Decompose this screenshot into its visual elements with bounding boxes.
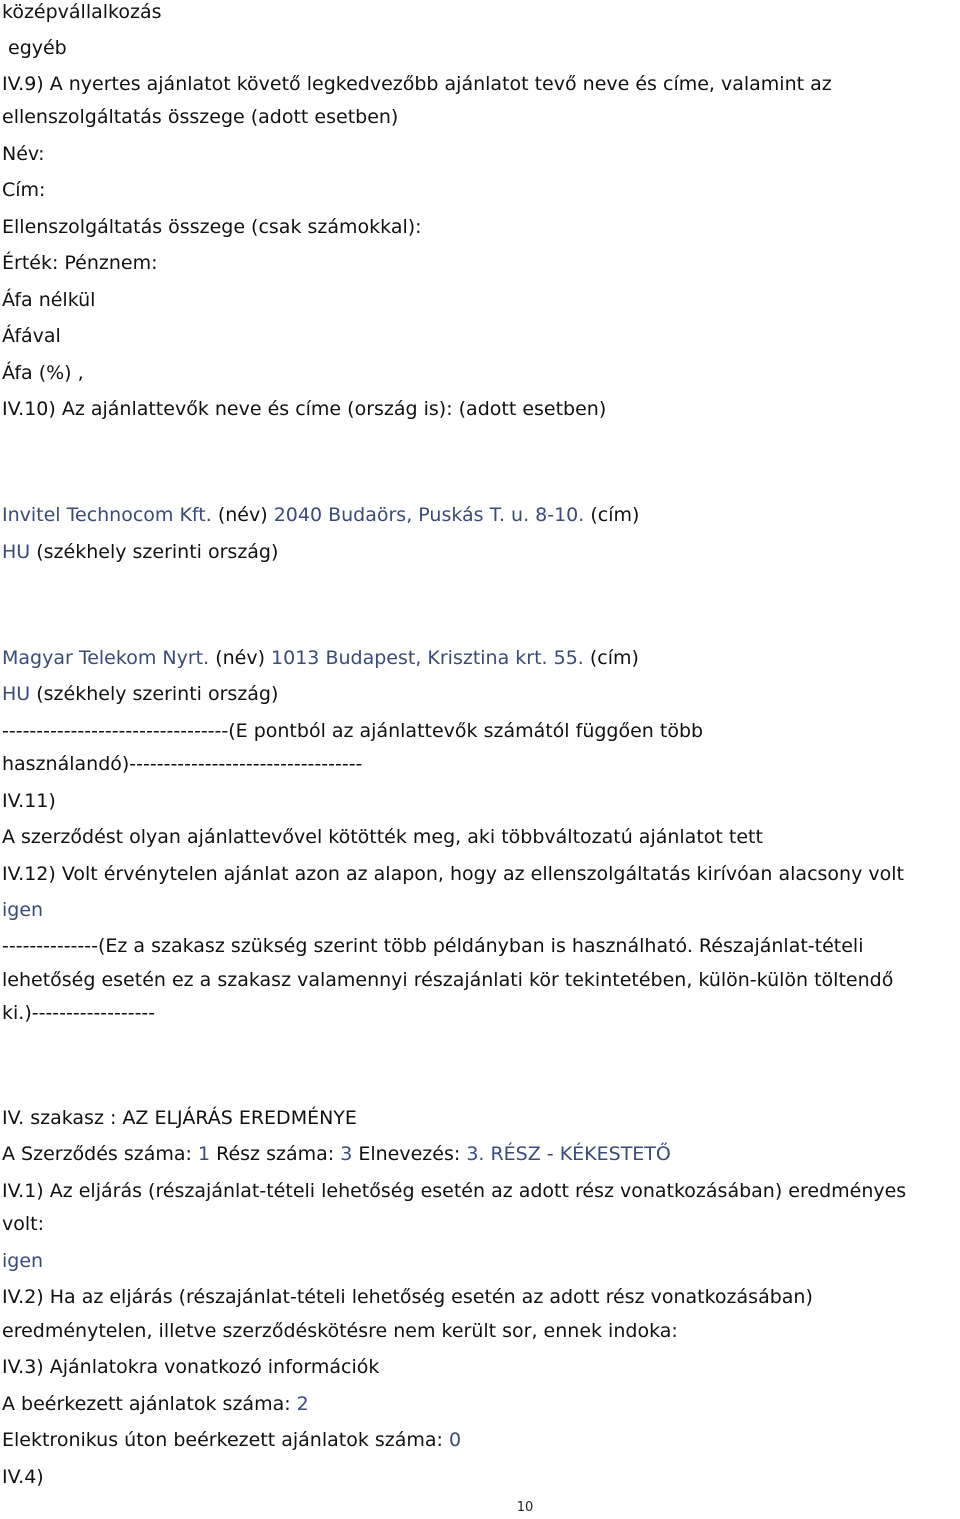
bidder-1-address: 2040 Budaörs, Puskás T. u. 8-10.	[273, 504, 585, 526]
bidder-1-name: Invitel Technocom Kft.	[2, 504, 212, 526]
section-iv12-heading: IV.12) Volt érvénytelen ajánlat azon az alapon, hogy az ellenszolgáltatás kirívóan alacsony volt	[2, 863, 904, 885]
bidder-1-line	[2, 503, 639, 527]
value-currency-label: Érték: Pénznem:	[2, 252, 158, 274]
contract-number-value: 1	[197, 1143, 211, 1165]
part-name-label: Elnevezés:	[358, 1143, 461, 1165]
section-iv12-value: igen	[2, 899, 44, 921]
electronic-offers-value: 0	[449, 1429, 462, 1451]
bidder-2-address: 1013 Budapest, Krisztina krt. 55.	[271, 647, 584, 669]
page-number: 10	[516, 1500, 534, 1515]
part-number-label: Rész száma:	[216, 1143, 335, 1165]
bidder-1-country-tag: (székhely szerinti ország)	[36, 541, 279, 563]
other-option: egyéb	[8, 37, 67, 59]
bidder-2-name-tag: (név)	[215, 647, 265, 669]
separator-2-line-c: ki.)------------------	[2, 1002, 156, 1024]
separator-1-line-b: használandó)----------------------------------	[2, 753, 363, 775]
part-number-value: 3	[340, 1143, 353, 1165]
bidder-1-name-tag: (név)	[217, 504, 268, 526]
bidder-2-address-tag: (cím)	[589, 647, 639, 669]
contract-number-label: A Szerződés száma:	[2, 1143, 192, 1165]
bidder-1-address-tag: (cím)	[590, 504, 640, 526]
bidder-1-country-line	[2, 540, 278, 564]
section-iv1-heading-cont: volt:	[2, 1213, 44, 1235]
section-iv9-heading-cont: ellenszolgáltatás összege (adott esetben)	[2, 106, 399, 128]
section-iv10-heading: IV.10) Az ajánlattevők neve és címe (ország is): (adott esetben)	[2, 398, 607, 420]
section-iv4-heading: IV.4)	[2, 1466, 44, 1488]
bidder-2-country-tag: (székhely szerinti ország)	[36, 683, 279, 705]
section-iv11-text: A szerződést olyan ajánlattevővel kötötték meg, aki többváltozatú ajánlatot tett	[2, 826, 763, 848]
electronic-offers-label: Elektronikus úton beérkezett ajánlatok száma:	[2, 1429, 443, 1451]
section-iv9-heading: IV.9) A nyertes ajánlatot követő legkedvezőbb ajánlatot tevő neve és címe, valamint az	[2, 73, 832, 95]
section-iv3-heading: IV.3) Ajánlatokra vonatkozó információk	[2, 1356, 380, 1378]
section-iv1-value: igen	[2, 1250, 44, 1272]
received-offers-label: A beérkezett ajánlatok száma:	[2, 1393, 291, 1415]
bidder-2-name: Magyar Telekom Nyrt.	[2, 647, 210, 669]
section-iv2-heading-cont: eredménytelen, illetve szerződéskötésre nem került sor, ennek indoka:	[2, 1320, 678, 1342]
separator-1-line-a: ---------------------------------(E pontból az ajánlattevők számától függően több	[2, 720, 704, 742]
bidder-2-country-line	[2, 682, 278, 706]
section-iv11-heading: IV.11)	[2, 790, 56, 812]
address-label: Cím:	[2, 179, 46, 201]
part-name-value: 3. RÉSZ - KÉKESTETŐ	[466, 1143, 671, 1165]
separator-2-line-b: lehetőség esetén ez a szakasz valamennyi részajánlati kör tekintetében, külön-külön töltendő	[2, 969, 894, 991]
section-iv1-heading: IV.1) Az eljárás (részajánlat-tételi lehetőség esetén az adott rész vonatkozásában) eredményes	[2, 1180, 907, 1202]
vat-percent-label: Áfa (%) ,	[2, 362, 84, 384]
separator-2-line-a: --------------(Ez a szakasz szükség szerint több példányban is használható. Részajánlat-tételi	[2, 935, 864, 957]
name-label: Név:	[2, 143, 45, 165]
section-iv-title: IV. szakasz : AZ ELJÁRÁS EREDMÉNYE	[2, 1107, 357, 1129]
bidder-2-country: HU	[2, 683, 31, 705]
organization-size-value: középvállalkozás	[2, 1, 162, 23]
contract-info-line	[2, 1142, 671, 1166]
without-vat-label: Áfa nélkül	[2, 289, 96, 311]
bidder-2-line	[2, 646, 639, 670]
section-iv2-heading: IV.2) Ha az eljárás (részajánlat-tételi lehetőség esetén az adott rész vonatkozásában)	[2, 1286, 813, 1308]
received-offers-value: 2	[296, 1393, 309, 1415]
bidder-1-country: HU	[2, 541, 31, 563]
received-offers-line	[2, 1392, 309, 1416]
consideration-amount-label: Ellenszolgáltatás összege (csak számokkal):	[2, 216, 422, 238]
electronic-offers-line	[2, 1428, 461, 1452]
with-vat-label: Áfával	[2, 325, 61, 347]
